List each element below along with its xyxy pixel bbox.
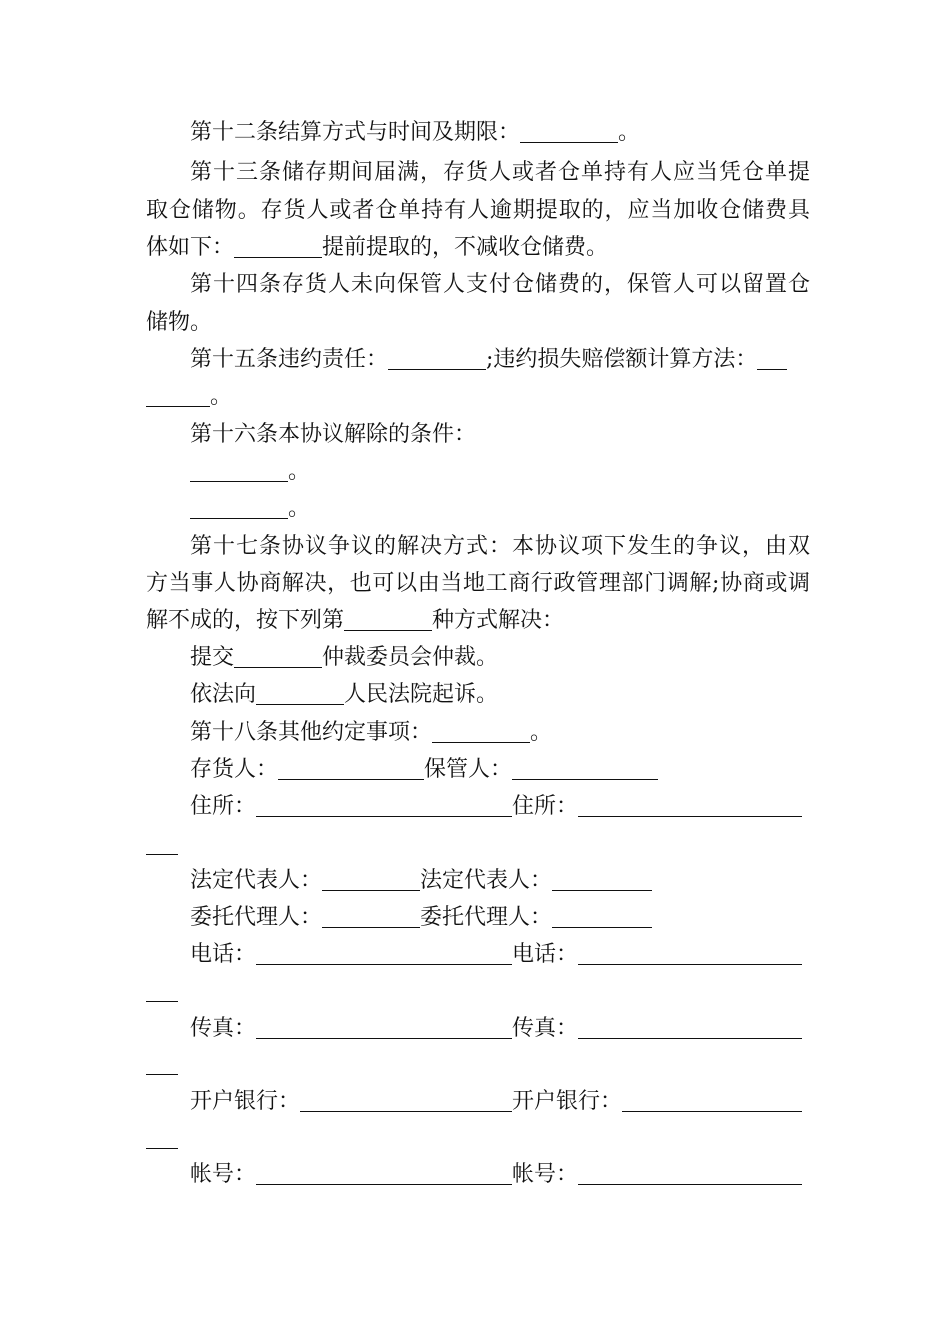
termination-condition-1: 。 [190, 457, 810, 487]
keeper-name-blank[interactable] [512, 755, 658, 780]
keeper-phone-blank[interactable] [578, 940, 802, 965]
article-16: 第十六条本协议解除的条件： [190, 422, 477, 447]
court-blank[interactable] [256, 680, 344, 705]
bank-row: 开户银行： 开户银行： [190, 1087, 810, 1117]
depositor-account-blank[interactable] [256, 1160, 512, 1185]
keeper-fax-blank[interactable] [578, 1014, 802, 1039]
depositor-legal-rep-blank[interactable] [322, 866, 420, 891]
article-12-text: 第十二条结算方式与时间及期限： [190, 120, 521, 145]
damages-blank-start[interactable] [757, 345, 787, 370]
depositor-agent-blank[interactable] [322, 903, 420, 928]
termination-blank-1[interactable] [190, 457, 288, 482]
depositor-bank-blank[interactable] [300, 1087, 512, 1112]
other-matters-blank[interactable] [432, 718, 530, 743]
article-14-line-1: 第十四条存货人未向保管人支付仓储费的，保管人可以留置仓 [190, 272, 810, 297]
depositor-phone-blank[interactable] [256, 940, 512, 965]
article-15-line-2: 。 [146, 382, 810, 412]
keeper-phone-blank-wrap[interactable] [146, 977, 178, 1002]
article-13-line-3: 体如下： 提前提取的，不减收仓储费。 [146, 235, 609, 260]
settlement-blank[interactable] [520, 118, 618, 143]
party-names-row: 存货人： 保管人： [190, 755, 810, 785]
agent-row: 委托代理人： 委托代理人： [190, 903, 810, 933]
phone-row: 电话： 电话： [190, 940, 810, 970]
resolution-choice-blank[interactable] [344, 606, 432, 631]
termination-condition-2: 。 [190, 494, 810, 524]
arbitration-committee-blank[interactable] [234, 643, 322, 668]
keeper-agent-blank[interactable] [552, 903, 652, 928]
damages-blank-end[interactable] [146, 382, 210, 407]
phone-row-wrap [146, 977, 810, 1007]
keeper-address-blank[interactable] [578, 792, 802, 817]
period-text: 。 [618, 120, 641, 145]
depositor-fax-blank[interactable] [256, 1014, 512, 1039]
article-13-line-1: 第十三条储存期间届满，存货人或者仓单持有人应当凭仓单提 [190, 160, 810, 185]
account-row: 帐号： 帐号： [190, 1160, 810, 1190]
keeper-bank-blank[interactable] [622, 1087, 802, 1112]
litigation-option: 依法向 人民法院起诉。 [190, 682, 499, 707]
overdue-fee-blank[interactable] [234, 233, 322, 258]
article-15-line-1: 第十五条违约责任： ;违约损失赔偿额计算方法： [190, 345, 810, 375]
keeper-account-blank[interactable] [578, 1160, 802, 1185]
article-13-line-2: 取仓储物。存货人或者仓单持有人逾期提取的，应当加收仓储费具 [146, 198, 810, 223]
keeper-address-blank-wrap[interactable] [146, 830, 178, 855]
article-14-line-2: 储物。 [146, 310, 213, 335]
address-row-wrap [146, 830, 810, 860]
article-17-line-3: 解不成的，按下列第 种方式解决： [146, 608, 565, 633]
address-row: 住所： 住所： [190, 792, 810, 822]
fax-row-wrap [146, 1050, 810, 1080]
keeper-fax-blank-wrap[interactable] [146, 1050, 178, 1075]
article-18: 第十八条其他约定事项： 。 [190, 720, 553, 745]
fax-row: 传真： 传真： [190, 1014, 810, 1044]
arbitration-option: 提交 仲裁委员会仲裁。 [190, 645, 499, 670]
liability-blank[interactable] [388, 345, 486, 370]
keeper-bank-blank-wrap[interactable] [146, 1124, 178, 1149]
article-12 [190, 118, 810, 148]
termination-blank-2[interactable] [190, 494, 288, 519]
depositor-address-blank[interactable] [256, 792, 512, 817]
article-17-line-2: 方当事人协商解决，也可以由当地工商行政管理部门调解;协商或调 [146, 571, 810, 596]
keeper-legal-rep-blank[interactable] [552, 866, 652, 891]
bank-row-wrap [146, 1124, 810, 1154]
article-17-line-1: 第十七条协议争议的解决方式：本协议项下发生的争议，由双 [190, 534, 810, 559]
legal-rep-row: 法定代表人： 法定代表人： [190, 866, 810, 896]
depositor-name-blank[interactable] [278, 755, 424, 780]
